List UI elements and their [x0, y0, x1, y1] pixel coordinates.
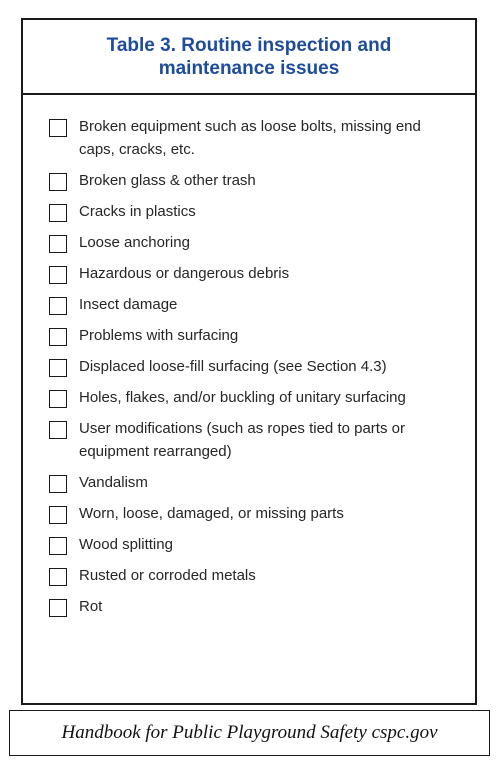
caption-text: Handbook for Public Playground Safety cspc.gov	[61, 722, 438, 743]
checklist-item	[49, 420, 449, 463]
table-title: Table 3. Routine inspection and maintenance issues	[106, 34, 392, 79]
checkbox[interactable]	[49, 421, 67, 439]
checkbox[interactable]	[49, 359, 67, 377]
table-header	[23, 20, 475, 95]
checklist-item-label: Problems with surfacing	[79, 327, 239, 344]
checklist-item-label: Worn, loose, damaged, or missing parts	[79, 505, 344, 522]
checklist-item	[49, 598, 449, 618]
checklist-item-label: Hazardous or dangerous debris	[79, 265, 290, 282]
checklist-item	[49, 118, 449, 161]
checkbox[interactable]	[49, 599, 67, 617]
checkbox[interactable]	[49, 537, 67, 555]
checkbox[interactable]	[49, 266, 67, 284]
checklist-item-label: Broken glass & other trash	[79, 172, 256, 189]
checklist-item	[49, 296, 449, 316]
inspection-table	[21, 18, 477, 705]
checkbox[interactable]	[49, 235, 67, 253]
checkbox[interactable]	[49, 568, 67, 586]
checklist-item-label: Insect damage	[79, 296, 178, 313]
checklist-item-label: Loose anchoring	[79, 234, 190, 251]
checklist-item-label: Broken equipment such as loose bolts, missing end caps, cracks, etc.	[79, 118, 421, 158]
checklist-item	[49, 389, 449, 409]
checkbox[interactable]	[49, 328, 67, 346]
checklist	[49, 118, 449, 629]
checklist-item	[49, 567, 449, 587]
checkbox[interactable]	[49, 475, 67, 493]
checklist-item	[49, 203, 449, 223]
checklist-item	[49, 505, 449, 525]
checklist-item	[49, 265, 449, 285]
checklist-item	[49, 536, 449, 556]
checklist-item-label: Rusted or corroded metals	[79, 567, 256, 584]
source-caption	[9, 710, 490, 756]
checklist-item-label: Holes, flakes, and/or buckling of unitary surfacing	[79, 389, 406, 406]
checklist-item-label: Cracks in plastics	[79, 203, 196, 220]
checklist-item-label: User modifications (such as ropes tied to parts or equipment rearranged)	[79, 420, 405, 460]
checklist-item-label: Vandalism	[79, 474, 148, 491]
checkbox[interactable]	[49, 390, 67, 408]
checklist-item	[49, 358, 449, 378]
checkbox[interactable]	[49, 119, 67, 137]
checklist-item	[49, 234, 449, 254]
checklist-item-label: Rot	[79, 598, 103, 615]
checklist-item	[49, 172, 449, 192]
checklist-item-label: Wood splitting	[79, 536, 173, 553]
checkbox[interactable]	[49, 506, 67, 524]
checklist-item	[49, 327, 449, 347]
checklist-item	[49, 474, 449, 494]
checkbox[interactable]	[49, 297, 67, 315]
checkbox[interactable]	[49, 204, 67, 222]
checkbox[interactable]	[49, 173, 67, 191]
checklist-item-label: Displaced loose-fill surfacing (see Section 4.3)	[79, 358, 387, 375]
